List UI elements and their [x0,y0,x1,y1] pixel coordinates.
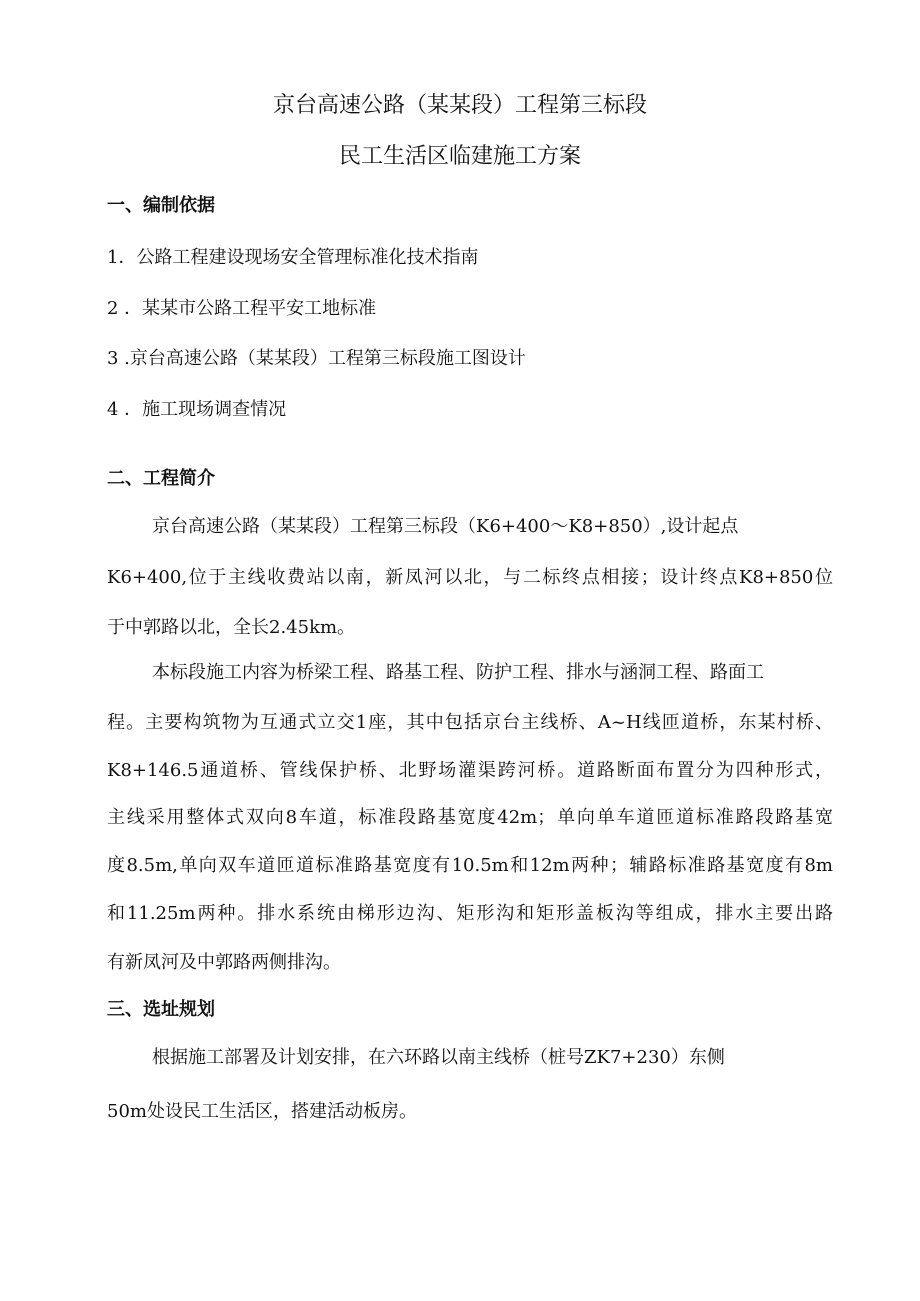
section-heading-basis: 一、编制依据 [107,195,215,216]
section-heading-overview: 二、工程简介 [107,468,215,489]
document-title-line-1: 京台高速公路（某某段）工程第三标段 [272,93,647,118]
basis-item-3: 3 .京台高速公路（某某段）工程第三标段施工图设计 [107,348,526,369]
basis-item-1: 1．公路工程建设现场安全管理标准化技术指南 [107,247,479,268]
overview-paragraph-2-line-7: 有新凤河及中郭路两侧排沟。 [107,952,341,973]
overview-paragraph-2-line-1: 本标段施工内容为桥梁工程、路基工程、防护工程、排水与涵洞工程、路面工 [152,662,764,683]
site-planning-line-1: 根据施工部署及计划安排，在六环路以南主线桥（桩号ZK7+230）东侧 [152,1047,725,1068]
site-planning-line-2: 50m处设民工生活区，搭建活动板房。 [107,1101,417,1122]
overview-paragraph-1-line-3: 于中郭路以北，全长2.45km。 [107,617,356,638]
overview-paragraph-1-line-1: 京台高速公路（某某段）工程第三标段（K6+400～K8+850）,设计起点 [152,516,739,537]
overview-paragraph-2-line-3: K8+146.5通道桥、管线保护桥、北野场灌渠跨河桥。道路断面布置分为四种形式， [107,760,833,781]
overview-paragraph-2-line-2: 程。主要构筑物为互通式立交1座，其中包括京台主线桥、A~H线匝道桥，东某村桥、 [107,712,833,733]
basis-item-2: 2 ．某某市公路工程平安工地标准 [107,298,377,319]
basis-item-4: 4 ．施工现场调查情况 [107,399,287,420]
section-heading-site-planning: 三、选址规划 [107,999,215,1020]
overview-paragraph-1-line-2: K6+400,位于主线收费站以南，新凤河以北，与二标终点相接；设计终点K8+850位 [107,567,833,588]
overview-paragraph-2-line-4: 主线采用整体式双向8车道，标准段路基宽度42m；单向单车道匝道标准路段路基宽 [107,807,833,828]
overview-paragraph-2-line-6: 和11.25m两种。排水系统由梯形边沟、矩形沟和矩形盖板沟等组成，排水主要出路 [107,903,833,924]
document-title-line-2: 民工生活区临建施工方案 [338,144,581,169]
overview-paragraph-2-line-5: 度8.5m,单向双车道匝道标准路基宽度有10.5m和12m两种；辅路标准路基宽度有8m [107,855,833,876]
